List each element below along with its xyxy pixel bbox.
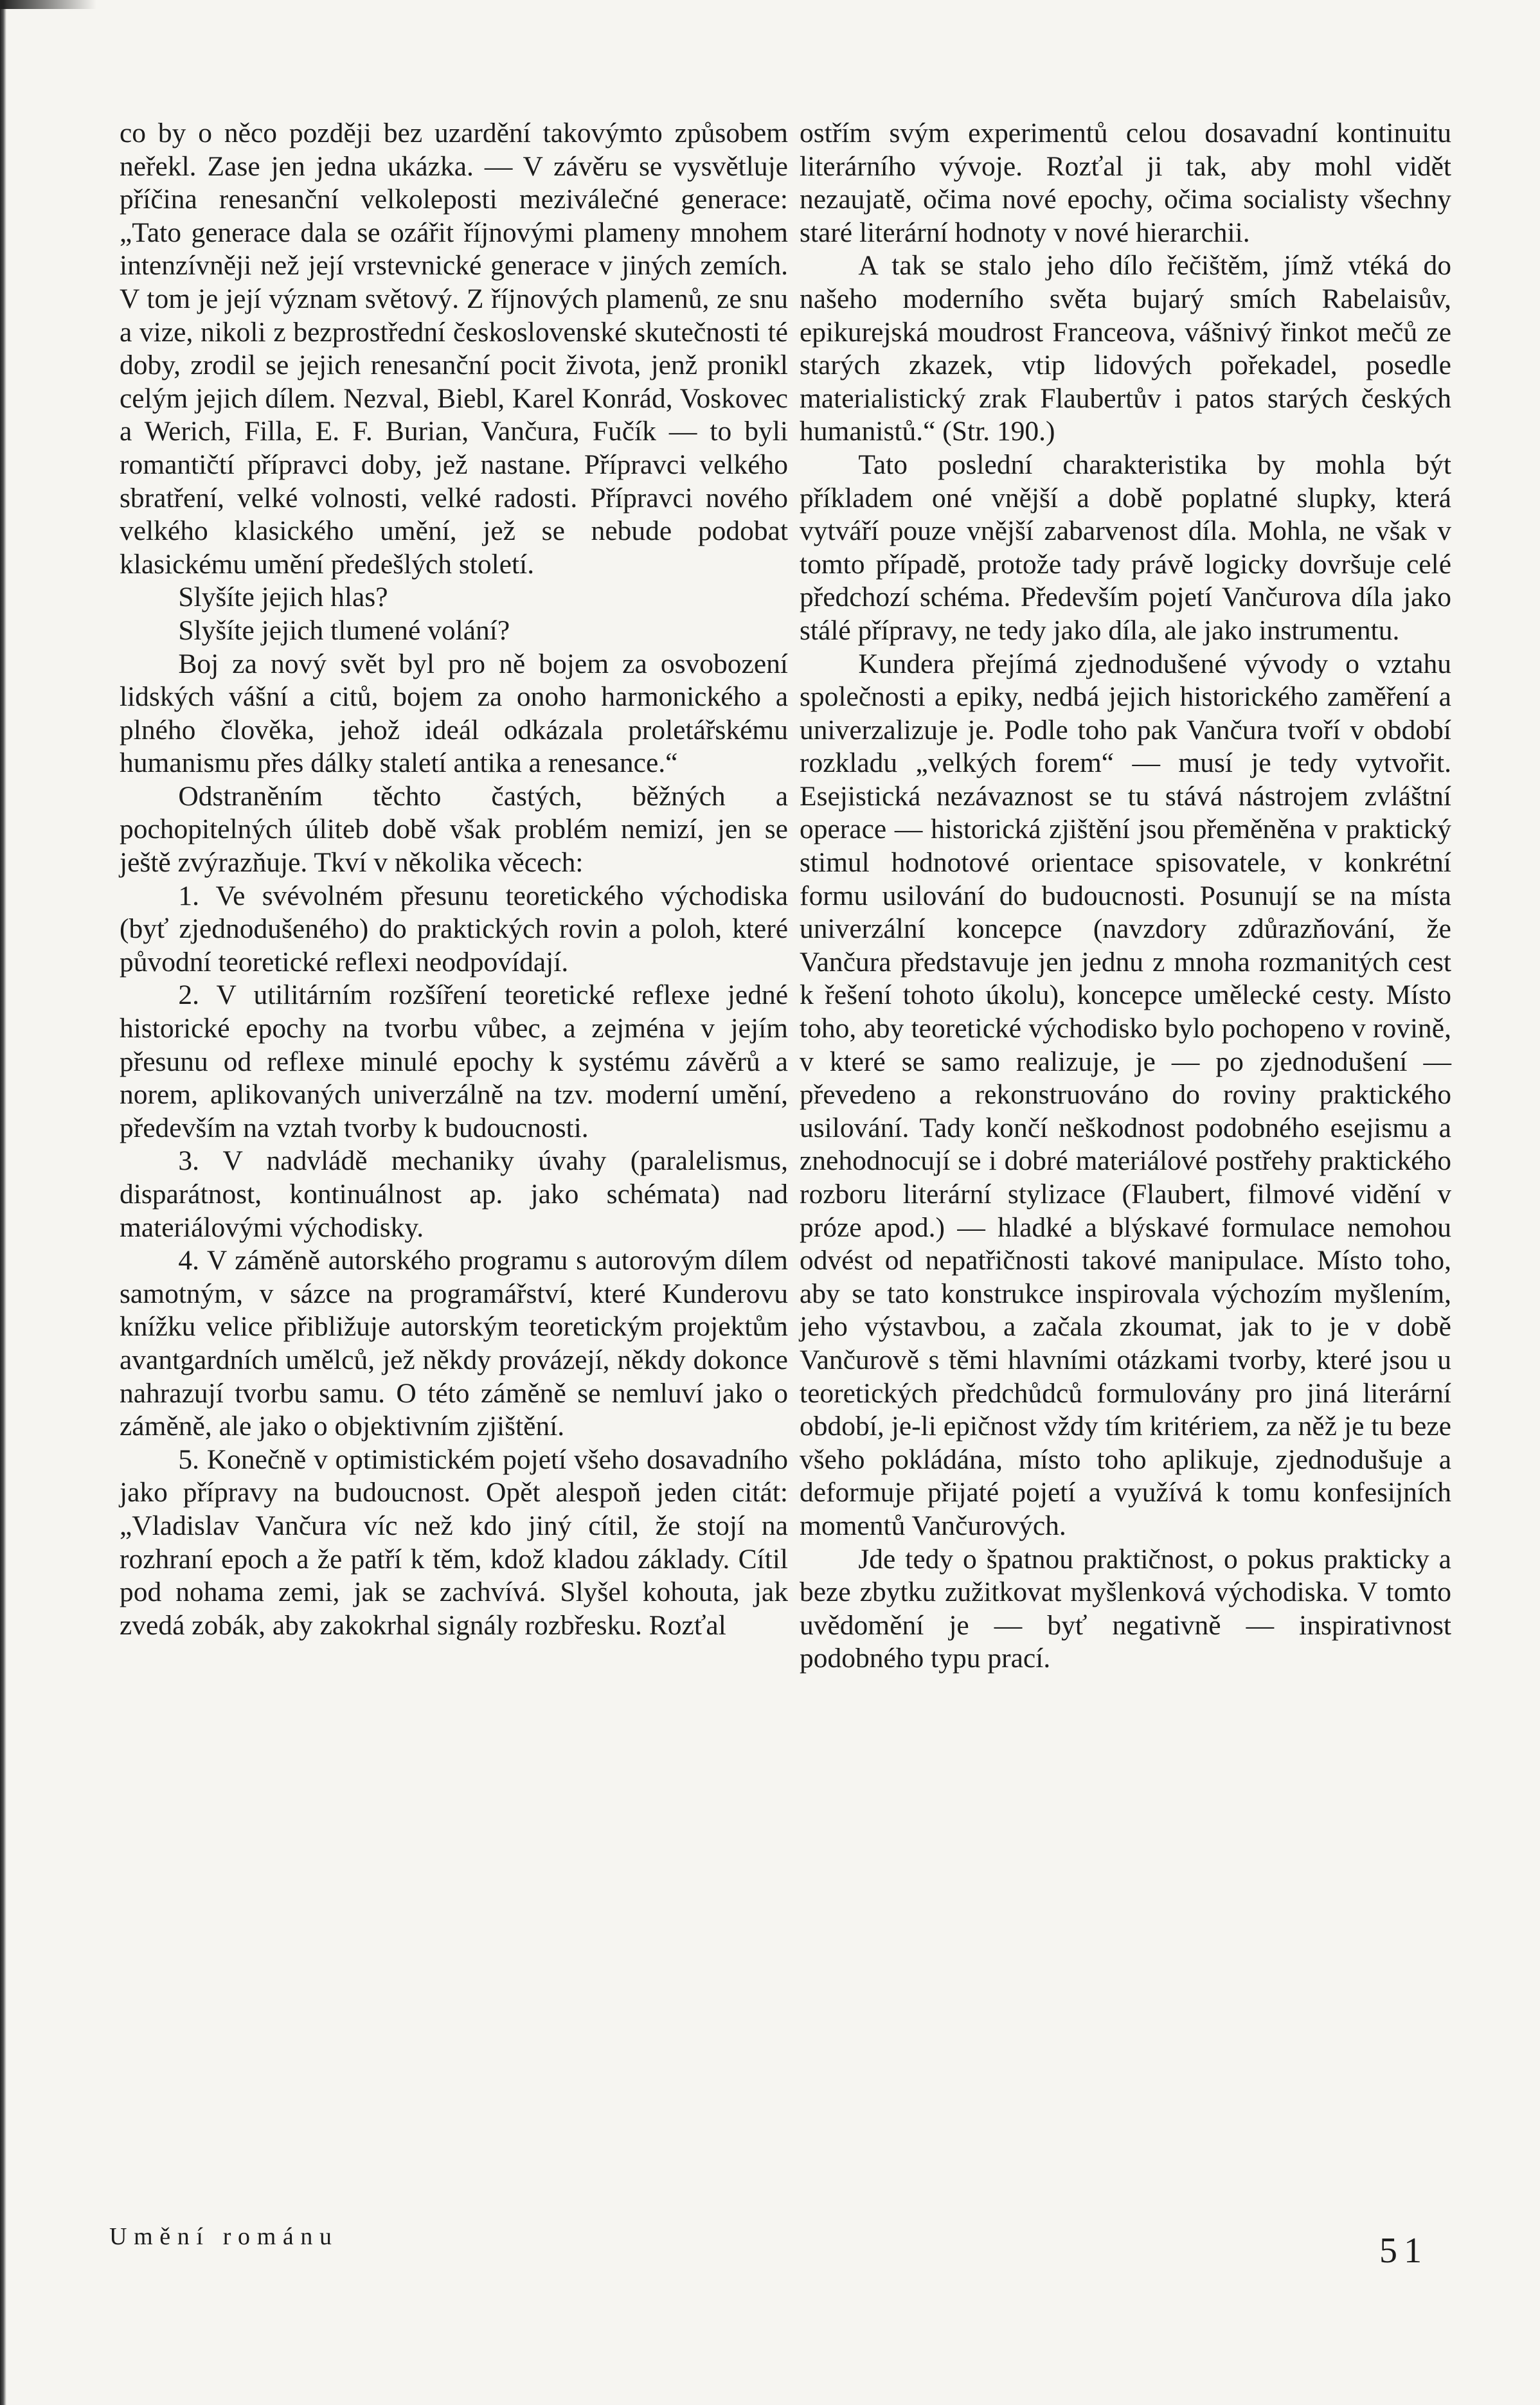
paragraph: Boj za nový svět byl pro ně bojem za osvobození lidských vášní a citů, bojem za onoho harmonického a plného člověka, jehož ideál odkázala proletářskému humanismu přes dálky staletí antika a renesance.“ (120, 648, 788, 779)
paragraph: 1. Ve svévolném přesunu teoretického východiska (byť zjednodušeného) do praktických rovin a poloh, které původní teoretické reflexi neodpovídají. (120, 880, 788, 978)
paragraph: 4. V záměně autorského programu s autorovým dílem samotným, v sázce na programářství, které Kunderovu knížku velice přibližuje autorským teoretickým projektům avantgardních umělců, jež někdy provázejí, někdy dokonce nahrazují tvorbu samu. O této záměně se nemluví jako o záměně, ale jako o objektivním zjištění. (120, 1245, 788, 1442)
paragraph: ostřím svým experimentů celou dosavadní kontinuitu literárního vývoje. Rozťal ji tak, aby mohl vidět nezaujatě, očima nové epochy, očima socialisty všechny staré literární hodnoty v nové hierarchii. (800, 118, 1451, 248)
paragraph: Tato poslední charakteristika by mohla být příkladem oné vnější a době poplatné slupky, která vytváří pouze vnější zabarvenost díla. Mohla, ne však v tomto případě, protože tady právě logicky dovršuje celé předchozí schéma. Především pojetí Vančurova díla jako stálé přípravy, ne tedy jako díla, ale jako instrumentu. (800, 449, 1451, 646)
paragraph: co by o něco později bez uzardění takovýmto způsobem neřekl. Zase jen jedna ukázka. — V závěru se vysvětluje příčina renesanční velkoleposti meziválečné generace: „Tato generace dala se ozářit říjnovými plameny mnohem intenzívněji než její vrstevnické generace v jiných zemích. V tom je její význam světový. Z říjnových plamenů, ze snu a vize, nikoli z bezprostřední československé skutečnosti té doby, zrodil se jejich renesanční pocit života, jenž pronikl celým jejich dílem. Nezval, Biebl, Karel Konrád, Voskovec a Werich, Filla, E. F. Burian, Vančura, Fučík — to byli romantičtí přípravci doby, jež nastane. Přípravci velkého sbratření, velké volnosti, velké radosti. Přípravci nového velkého klasického umění, jež se nebude podobat klasickému umění předešlých století. (120, 118, 788, 580)
paragraph: Slyšíte jejich hlas? (178, 582, 388, 613)
page-number: 51 (1379, 2231, 1429, 2271)
scan-corner-mark (0, 0, 96, 9)
paragraph: Slyšíte jejich tlumené volání? (178, 614, 510, 646)
running-footer-title: Umění románu (109, 2223, 339, 2250)
paragraph: 2. V utilitárním rozšíření teoretické reflexe jedné historické epochy na tvorbu vůbec, a zejména v jejím přesunu od reflexe minulé epochy k systému závěrů a norem, aplikovaných univerzálně na tzv. moderní umění, především na vztah tvorby k budoucnosti. (120, 979, 788, 1143)
paragraph: A tak se stalo jeho dílo řečištěm, jímž vtéká do našeho moderního světa bujarý smích Rabelaisův, epikurejská moudrost Franceova, vášnivý řinkot mečů ze starých zkazek, vtip lidových pořekadel, posedle materialistický zrak Flaubertův i patos starých českých humanistů.“ (Str. 190.) (800, 250, 1451, 447)
right-column (800, 117, 1451, 1676)
paragraph: Odstraněním těchto častých, běžných a pochopitelných úliteb době však problém nemizí, jen se ještě zvýrazňuje. Tkví v několika věcech: (120, 780, 788, 879)
left-column (120, 117, 788, 1642)
scan-edge (0, 0, 6, 2405)
paragraph: Kundera přejímá zjednodušené vývody o vztahu společnosti a epiky, nedbá jejich historického zaměření a univerzalizuje je. Podle toho pak Vančura tvoří v období rozkladu „velkých forem“ — musí je tedy vytvořit. Esejistická nezávaznost se tu stává nástrojem zvláštní operace — historická zjištění jsou přeměněna v praktický stimul hodnotové orientace spisovatele, v konkrétní formu usilování do budoucnosti. Posunují se na místa univerzální koncepce (navzdory zdůrazňování, že Vančura představuje jen jednu z mnoha rozmanitých cest k řešení tohoto úkolu), koncepce umělecké cesty. Místo toho, aby teoretické východisko bylo pochopeno v rovině, v které se samo realizuje, je — po zjednodušení — převedeno a rekonstruováno do roviny praktického usilování. Tady končí neškodnost podobného esejismu a znehodnocují se i dobré materiálové postřehy praktického rozboru literární stylizace (Flaubert, filmové vidění v próze apod.) — hladké a blýskavé formulace nemohou odvést od nepatřičnosti takové manipulace. Místo toho, aby se tato konstrukce inspirovala výchozím myšlením, jeho výstavbou, a začala zkoumat, jak to je v době Vančurově s těmi hlavními otázkami tvorby, které jsou u teoretických předchůdců formulovány pro jiná literární období, je-li epičnost vždy tím kritériem, za něž je tu beze všeho pokládána, místo toho aplikuje, zjednodušuje a deformuje přijaté pojetí a využívá k tomu konfesijních momentů Vančurových. (800, 648, 1451, 1541)
paragraph: Jde tedy o špatnou praktičnost, o pokus prakticky a beze zbytku zužitkovat myšlenková východiska. V tomto uvědomění je — byť negativně — inspirativnost podobného typu prací. (800, 1543, 1451, 1674)
paragraph: 5. Konečně v optimistickém pojetí všeho dosavadního jako přípravy na budoucnost. Opět alespoň jeden citát: „Vladislav Vančura víc než kdo jiný cítil, že stojí na rozhraní epoch a že patří k těm, kdož kladou základy. Cítil pod nohama zemi, jak se zachvívá. Slyšel kohouta, jak zvedá zobák, aby zakokrhal signály rozbřesku. Rozťal (120, 1444, 788, 1641)
paragraph: 3. V nadvládě mechaniky úvahy (paralelismus, disparátnost, kontinuálnost ap. jako schémata) nad materiálovými východisky. (120, 1145, 788, 1243)
